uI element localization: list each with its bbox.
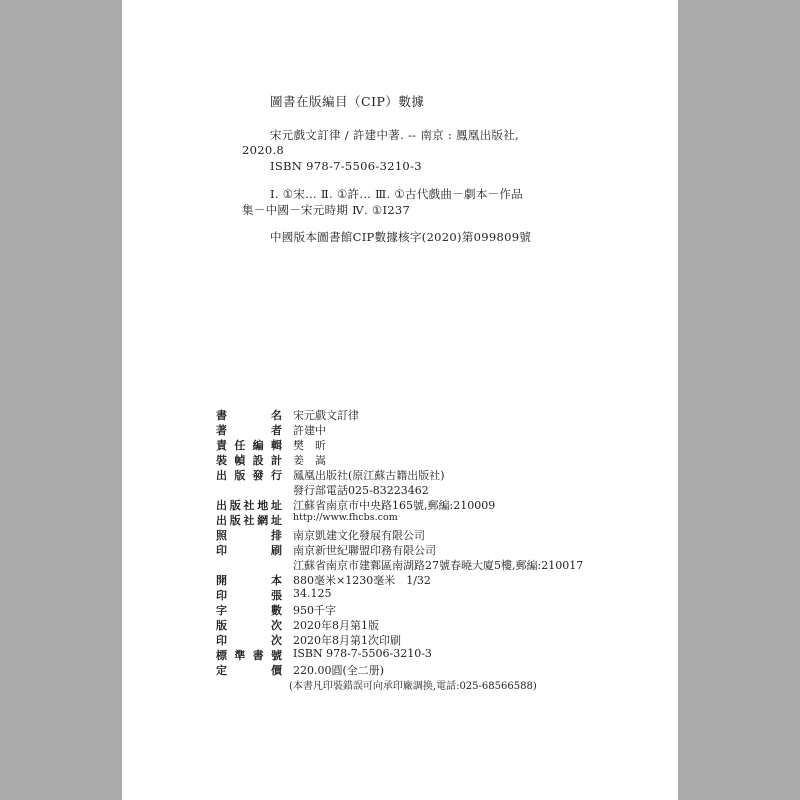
colophon-value: 南京新世紀聯盟印務有限公司	[293, 544, 436, 557]
colophon-value: 950千字	[293, 604, 336, 617]
colophon-label: 出 版 社 地 址	[216, 499, 282, 512]
colophon-label: 書 名	[216, 409, 282, 422]
book-page	[122, 0, 678, 800]
colophon-label: 照 排	[216, 529, 282, 542]
colophon-value: 220.00圓(全二册)	[293, 664, 385, 677]
colophon-value: 江蘇省南京市中央路165號,郵編:210009	[293, 499, 496, 512]
colophon-label: 字 數	[216, 604, 282, 617]
cip-record-number: 中國版本圖書館CIP數據核字(2020)第099809號	[270, 230, 532, 244]
colophon-label: 印 次	[216, 634, 282, 647]
colophon-label: 定 價	[216, 664, 282, 677]
cip-entry-line-1: 宋元戲文訂律 / 許建中著. -- 南京 : 鳳凰出版社,	[270, 128, 519, 142]
colophon-value: 2020年8月第1次印刷	[293, 634, 401, 647]
colophon-label: 印 張	[216, 589, 282, 602]
colophon-label: 開 本	[216, 574, 282, 587]
cip-subject-line-2: 集－中國－宋元時期 Ⅳ. ①I237	[242, 203, 411, 217]
colophon-value: 34.125	[293, 587, 332, 600]
colophon-value: 鳳凰出版社(原江蘇古籍出版社)	[293, 469, 445, 482]
colophon-label: 標 準 書 號	[216, 649, 282, 662]
colophon-value: 樊 昕	[293, 439, 326, 452]
cip-isbn-line: ISBN 978-7-5506-3210-3	[270, 159, 422, 173]
colophon-value: 2020年8月第1版	[293, 619, 379, 632]
cip-title: 圖書在版編目（CIP）數據	[270, 94, 425, 109]
colophon-value: http://www.fhcbs.com	[293, 512, 398, 523]
colophon-value: 880毫米×1230毫米 1/32	[293, 574, 431, 587]
cip-entry-line-2: 2020.8	[242, 143, 285, 157]
colophon-value: 南京凱建文化發展有限公司	[293, 529, 425, 542]
colophon-value: 許建中	[293, 424, 326, 437]
colophon-label: 印 刷	[216, 544, 282, 557]
colophon-value: ISBN 978-7-5506-3210-3	[293, 647, 432, 660]
colophon-label: 出 版 發 行	[216, 469, 282, 482]
printing-error-note-text: (本書凡印裝錯誤可向承印廠調换,電話:025-68566588)	[289, 681, 537, 692]
colophon-value: 發行部電話025-83223462	[293, 484, 429, 497]
colophon-label: 著 者	[216, 424, 282, 437]
cip-subject-line-1: Ⅰ. ①宋… Ⅱ. ①許… Ⅲ. ①古代戲曲－劇本－作品	[270, 187, 524, 201]
colophon-value: 姜 嵩	[293, 454, 326, 467]
colophon-value: 宋元戲文訂律	[293, 409, 359, 422]
colophon-label: 版 次	[216, 619, 282, 632]
colophon-label: 出 版 社 網 址	[216, 514, 282, 527]
colophon-label: 裝 幀 設 計	[216, 454, 282, 467]
colophon-label: 責 任 編 輯	[216, 439, 282, 452]
colophon-value: 江蘇省南京市建鄴區南湖路27號春曉大廈5樓,郵編:210017	[293, 559, 584, 572]
